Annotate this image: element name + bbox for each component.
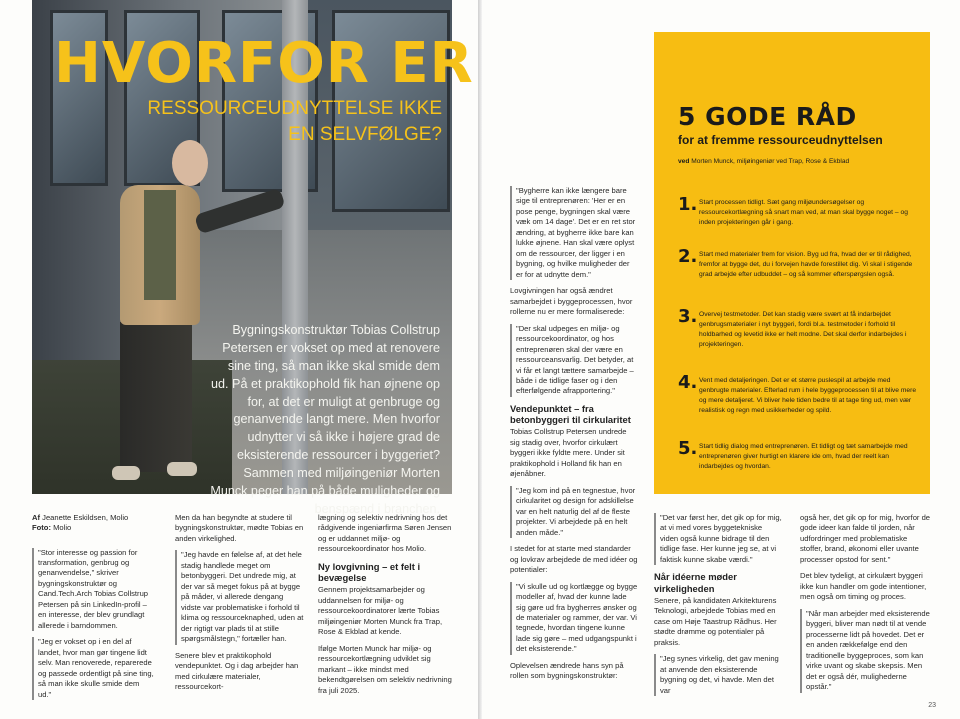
quote-paragraph: "Det var først her, det gik op for mig, at vi med vores byggetekniske viden også kunne bidrage til den tidlige fase. Her kunne jeg se, at vi faktisk kunne skabe værdi." (654, 513, 782, 565)
paragraph: Oplevelsen ændrede hans syn på rollen som bygningskonstruktør: (510, 660, 624, 681)
tips-box (654, 32, 930, 494)
tip-number: 3. (678, 306, 698, 327)
body-column-4 (510, 186, 638, 688)
quote-paragraph: "Der skal udpeges en miljø- og ressourcekoordinator, og hos entreprenøren skal der være en ressourceansvarlig. Det betyder, at vi får et langt tættere samarbejde – både i de tidlige faser og i den efterfølgende afrapportering." (510, 324, 638, 397)
body-column-6 (800, 513, 930, 699)
shoe (112, 466, 140, 480)
paragraph: Tobias Collstrup Petersen undrede sig stadig over, hvorfor cirkulært byggeri ikke fyldte mere. Under sit praktikophold i Holland fik han en øjenåbner. (510, 427, 627, 479)
paragraph: lægning og selektiv nedrivning hos det rådgivende ingeniørfirma Søren Jensen og er uddannet miljø- og ressourcekoordinator hos Molio. (318, 513, 452, 554)
tips-subtitle: for at fremme ressourceudnyttelsen (678, 133, 883, 147)
paragraph: "Stor interesse og passion for transformation, genbrug og genanvendelse," skriver bygningskonstruktør og Cand.Tech.Arch Tobias Collstrup Petersen på sin LinkedIn-profil – en interesse, der blev grundlagt allerede i barndommen. (32, 548, 154, 632)
tip-number: 5. (678, 438, 698, 459)
byline-photo: Molio (53, 523, 72, 533)
quote-paragraph: "Jeg er vokset op i en del af landet, hvor man gør tingene lidt selv. Man renoverede, reparerede og passede ordentligt på sine ting, så man ikke skulle smide dem ud." (32, 637, 154, 700)
tips-title: 5 GODE RÅD (678, 102, 857, 131)
right-page (482, 0, 960, 719)
paragraph: Det blev tydeligt, at cirkulært byggeri ikke kun handler om gode intentioner, men også om timing og proces. (800, 571, 927, 602)
quote-paragraph: "Jeg kom ind på en tegnestue, hvor cirkularitet og design for adskillelse var en helt naturlig del af de fleste projekter. Vi arbejdede på en helt anden måde." (510, 486, 638, 538)
tips-byline-label: ved (678, 158, 690, 165)
article-headline: HVORFOR ER (54, 31, 474, 96)
quote-paragraph: "Når man arbejder med eksisterende byggeri, bliver man nødt til at vende processerne lidt på hovedet. Det er en anden rækkefølge end den traditionelle byggeproces, som kan virke uvant og skabe skepsis. Men det er også dér, mulighederne opstår." (800, 609, 930, 693)
tip-text: Start processen tidligt. Sæt gang miljøundersøgelser og ressourcekortlægning så snart man ved, at man skal bygge noget – og inden projekteringen går i gang. (699, 199, 908, 227)
tip-text: Start med materialer frem for vision. Byg ud fra, hvad der er til rådighed, fremfor at bygge det, du i forvejen havde forestillet dig. Vi skal i stigende grad arbejde efter udbuddet – og så kommer efterspørgslen også. (699, 251, 913, 279)
paragraph: Lovgivningen har også ændret samarbejdet i byggeprocessen, hvor rollerne nu er mere formaliserede: (510, 286, 633, 317)
article-intro: Bygningskonstruktør Tobias Collstrup Petersen er vokset op med at renovere sine ting, så man ikke skal smide dem ud. På et praktikophold fik han øjnene op for, at det er muligt at genbruge og genanvende langt mere. Men hvorfor udnytter vi så ikke i højere grad de eksisterende ressourcer i byggeriet? Sammen med miljøingeniør Morten Munck peger han på både muligheder og benspænd i branchen. (210, 323, 440, 516)
section-heading: Vendepunktet – fra betonbyggeri til cirkularitet (510, 402, 631, 426)
body-column-5 (654, 513, 782, 702)
byline-author-label: Af (32, 513, 41, 522)
paragraph: I stedet for at starte med standarder og lovkrav arbejdede de med idéer og potentialer: (510, 544, 638, 575)
tips-byline (678, 158, 849, 165)
tip-number: 1. (678, 194, 698, 215)
body-column-3 (318, 513, 452, 702)
paragraph: Senere blev et praktikophold vendepunktet. Og i dag arbejder han med cirkulære materialer, ressourcekort- (175, 650, 299, 692)
tip-number: 4. (678, 372, 698, 393)
person-legs (120, 322, 192, 472)
shoe (167, 462, 197, 476)
section-heading: Når idéerne møder virkeligheden (654, 571, 737, 594)
quote-paragraph: "Bygherre kan ikke længere bare sige til entreprenøren: 'Her er en pose penge, bygningen skal være væk om 14 dage'. Det er en ret stor ændring, at bygherre ikke bare kan lukke øjnene. Han skal være oplyst om de ressourcer, der ligger i en bygning, og hvilke muligheder der er for at udnytte dem." (510, 186, 638, 280)
quote-paragraph: "Jeg havde en følelse af, at det hele stadig handlede meget om betonbyggeri. Det undrede mig, at der var så meget fokus på at bygge på måder, vi allerede dengang vidste var problematiske i forhold til klima og ressourceknaphed, uden at der rigtigt var plads til at stille spørgsmålstegn," fortæller han. (175, 550, 305, 644)
person-shirt (144, 190, 176, 300)
paragraph: Men da han begyndte at studere til bygningskonstruktør, mødte Tobias en anden virkelighed. (175, 513, 304, 543)
tip-text: Overvej testmetoder. Det kan stadig være svært at få indarbejdet genbrugsmaterialer i nyt byggeri, fordi bl.a. testmetoder i forhold til holdbarhed og levetid ikke er helt modne. Det skal derfor indarbejdes i projekteringen. (699, 311, 907, 349)
tip-number: 2. (678, 246, 698, 267)
paragraph: også her, det gik op for mig, hvorfor de gode ideer kan falde til jorden, når udfordringer med problematiske stoffer, brand, økonomi eller uvante processer opstod for sent." (800, 513, 931, 564)
byline-photo-label: Foto: (32, 523, 51, 533)
section-heading: Ny lovgivning – et felt i bevægelse (318, 560, 421, 584)
quote-paragraph: "Vi skulle ud og kortlægge og bygge modeller af, hvad der kunne lade sig gøre ud fra bygherres ønsker og de materialer og rammer, der var. Vi tegnede, hvordan tingene kunne lade sig gøre – med udgangspunkt i det eksisterende." (510, 582, 638, 655)
body-column-1 (32, 513, 154, 706)
byline (32, 513, 154, 534)
left-page (0, 0, 478, 719)
tips-byline-text: Morten Munck, miljøingeniør ved Trap, Rose & Ekblad (691, 158, 850, 165)
paragraph: Gennem projektsamarbejder og uddannelsen for miljø- og ressourcekoordinatorer lærte Tobias miljøingeniør Morten Munck fra Trap, Rose & Ekblad at kende. (318, 585, 443, 637)
byline-author: Jeanette Eskildsen, Molio (42, 513, 129, 522)
paragraph: Senere, på kandidaten Arkitekturens Teknologi, arbejdede Tobias med en case om Høje Taastrup Rådhus. Her stødte drømme og potentialer på praksis. (654, 595, 777, 647)
tip-text: Vent med detaljeringen. Det er et større puslespil at arbejde med genbrugte materialer. Efterlad rum i hele byggeprocessen til at blive mere og mere detaljeret. Vi bliver hele tiden bedre til at tage ting ud, men vær realistisk og regn med usikkerheder og spild. (699, 377, 917, 415)
article-subheadline: RESSOURCEUDNYTTELSE IKKE EN SELVFØLGE? (147, 98, 442, 145)
quote-paragraph: "Jeg synes virkelig, det gav mening at anvende den eksisterende bygning og det, vi havde. Men det var (654, 654, 782, 696)
page-number: 23 (928, 702, 936, 709)
tip-text: Start tidlig dialog med entreprenøren. Et tidligt og tæt samarbejde med entreprenøren giver hurtigt en klarere ide om, hvad der reelt kan indarbejdes og hvordan. (699, 443, 908, 471)
paragraph: Ifølge Morten Munck har miljø- og ressourcekortlægning udviklet sig markant – ikke mindst med bekendtgørelsen om selektiv nedrivning fra juli 2025. (318, 643, 452, 695)
body-column-2 (175, 513, 305, 699)
